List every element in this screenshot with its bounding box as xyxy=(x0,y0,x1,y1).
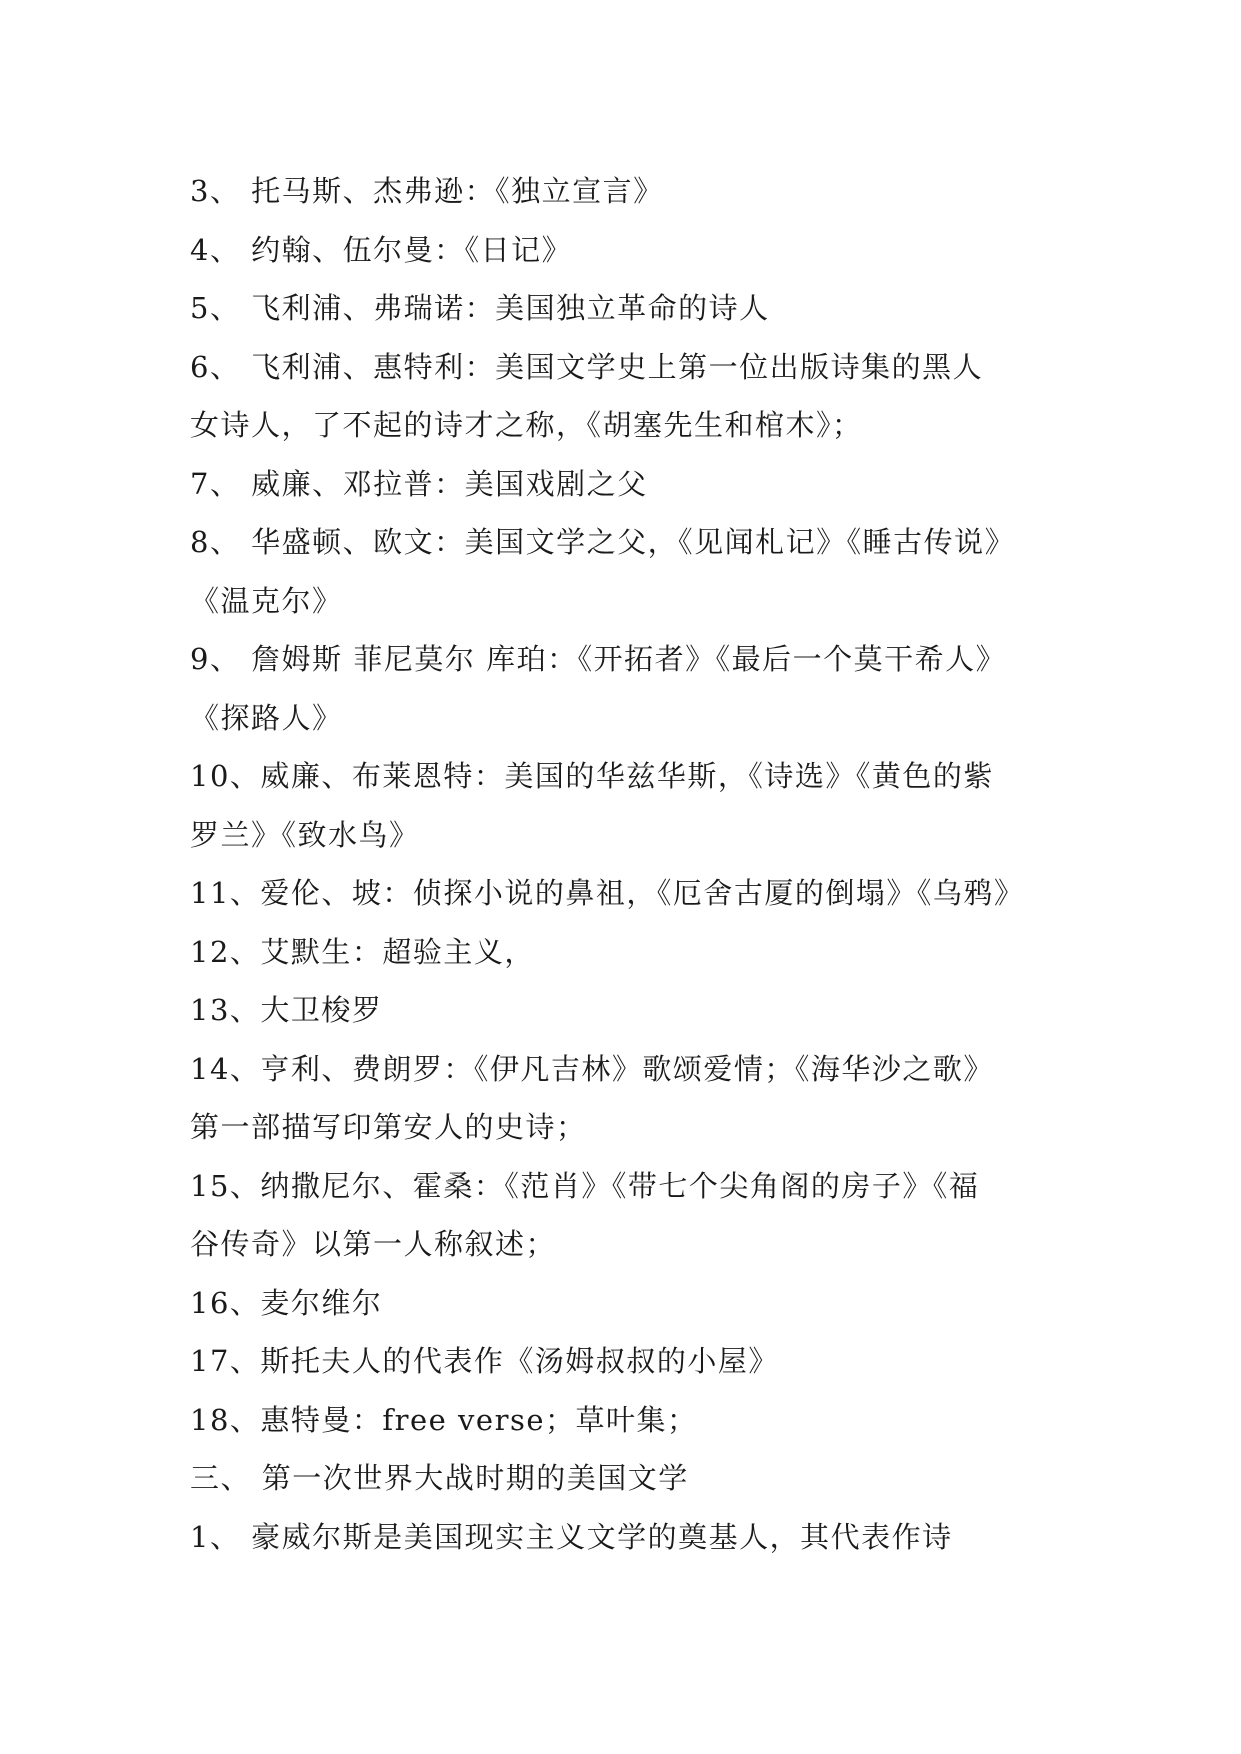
text-line: 第一部描写印第安人的史诗； xyxy=(190,1110,587,1144)
text-line: 谷传奇》以第一人称叙述； xyxy=(190,1227,557,1261)
text-line: 14、亨利、费朗罗：《伊凡吉林》歌颂爱情；《海华沙之歌》 xyxy=(190,1051,994,1086)
text-line: 《探路人》 xyxy=(190,700,343,735)
text-line: 15、纳撒尼尔、霍桑：《范肖》《带七个尖角阁的房子》《福 xyxy=(190,1168,980,1203)
text-line: 1、 豪威尔斯是美国现实主义文学的奠基人，其代表作诗 xyxy=(190,1519,953,1554)
text-line: 8、 华盛顿、欧文：美国文学之父，《见闻札记》《睡古传说》 xyxy=(190,525,1016,559)
text-line: 女诗人，了不起的诗才之称，《胡塞先生和棺木》； xyxy=(190,408,863,442)
text-line: 7、 威廉、邓拉普：美国戏剧之父 xyxy=(190,466,648,501)
text-line: 12、艾默生：超验主义， xyxy=(190,934,535,969)
text-line: 罗兰》《致水鸟》 xyxy=(190,817,420,852)
text-line: 9、 詹姆斯 菲尼莫尔 库珀：《开拓者》《最后一个莫干希人》 xyxy=(190,642,1007,676)
section-heading: 三、 第一次世界大战时期的美国文学 xyxy=(190,1461,689,1495)
text-line: 5、 飞利浦、弗瑞诺：美国独立革命的诗人 xyxy=(190,291,770,325)
text-line: 13、大卫梭罗 xyxy=(190,993,383,1027)
text-line: 《温克尔》 xyxy=(190,583,343,618)
text-line: 18、惠特曼：free verse；草叶集； xyxy=(190,1402,698,1437)
document-body xyxy=(190,162,1080,1566)
text-line: 6、 飞利浦、惠特利：美国文学史上第一位出版诗集的黑人 xyxy=(190,349,984,384)
text-line: 11、爱伦、坡：侦探小说的鼻祖，《厄舍古厦的倒塌》《乌鸦》 xyxy=(190,876,1025,910)
text-line: 4、 约翰、伍尔曼：《日记》 xyxy=(190,232,573,267)
text-line: 16、麦尔维尔 xyxy=(190,1285,383,1320)
text-line: 17、斯托夫人的代表作《汤姆叔叔的小屋》 xyxy=(190,1344,779,1378)
text-line: 3、 托马斯、杰弗逊：《独立宣言》 xyxy=(190,174,664,208)
text-line: 10、威廉、布莱恩特：美国的华兹华斯，《诗选》《黄色的紫 xyxy=(190,759,994,793)
